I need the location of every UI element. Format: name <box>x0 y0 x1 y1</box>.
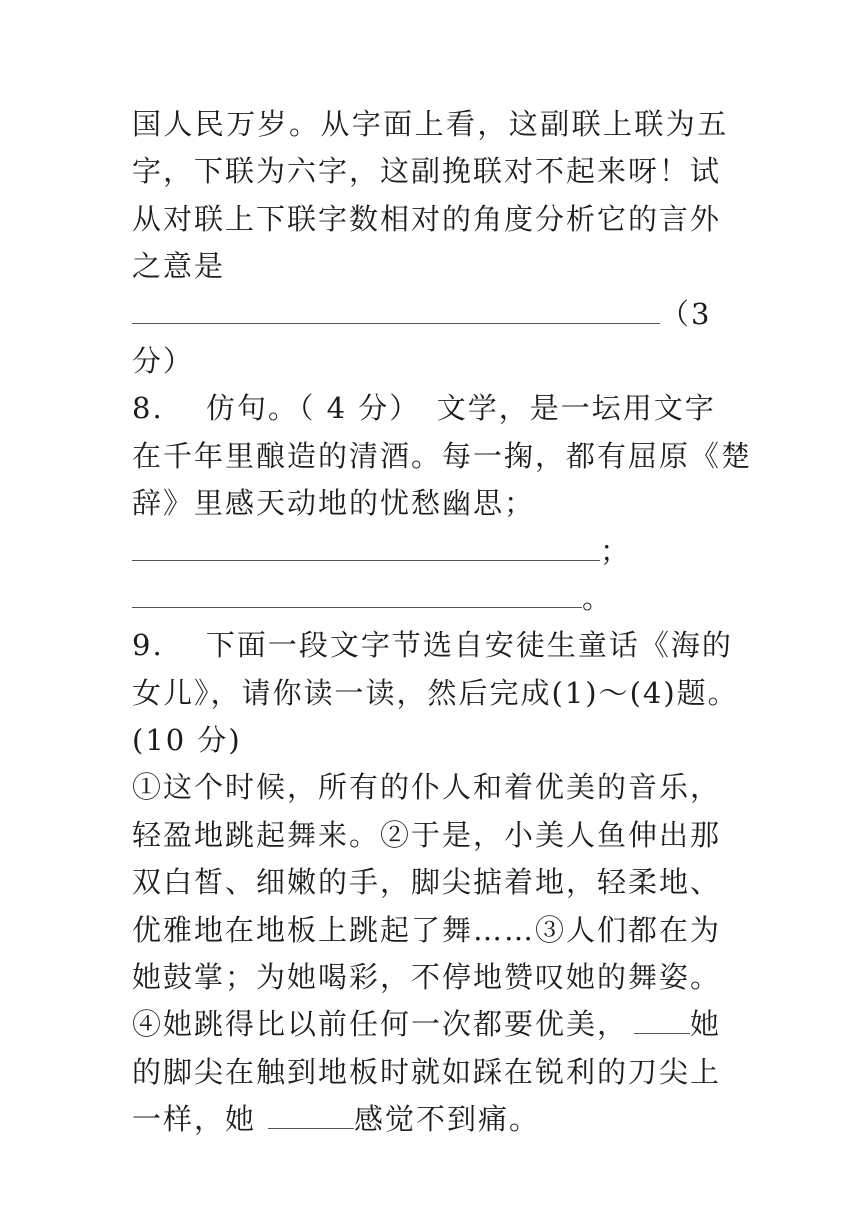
q8-answer-line-1 <box>132 528 732 575</box>
answer-blank[interactable] <box>132 575 582 608</box>
q7-score-end: 分） <box>132 343 195 378</box>
answer-blank[interactable] <box>132 528 600 561</box>
passage-line: 她鼓掌；为她喝彩，不停地赞叹她的舞姿。 <box>132 960 722 995</box>
q8-text: 辞》里感天动地的忧愁幽思； <box>132 486 536 521</box>
passage-line: 双白皙、细嫩的手，脚尖掂着地，轻柔地、 <box>132 865 722 900</box>
passage-line: 优雅地在地板上跳起了舞……③人们都在为 <box>132 912 722 947</box>
passage-text: 一样，她 <box>132 1102 257 1137</box>
q9-text: 女儿》，请你读一读，然后完成(1)～(4)题。 <box>132 675 739 710</box>
separator: 。 <box>582 580 614 615</box>
answer-blank[interactable] <box>132 291 660 324</box>
text-line: 之意是 <box>132 249 226 284</box>
passage-line-with-blank <box>132 1001 732 1048</box>
q8-heading: 8. 仿句。（ 4 分） 文学，是一坛用文字 <box>132 391 716 426</box>
passage-text: 感觉不到痛。 <box>354 1102 541 1137</box>
document-page <box>132 101 753 1144</box>
text-line: 字，下联为六字，这副挽联对不起来呀！试 <box>132 154 722 189</box>
passage-line: 轻盈地跳起舞来。②于是，小美人鱼伸出那 <box>132 817 722 852</box>
text-line: 从对联上下联字数相对的角度分析它的言外 <box>132 201 722 236</box>
fill-blank[interactable] <box>634 1001 690 1034</box>
q7-answer-line <box>132 291 732 338</box>
passage-line-with-blank <box>132 1096 732 1143</box>
passage-text: ④她跳得比以前任何一次都要优美， <box>132 1007 629 1042</box>
fill-blank[interactable] <box>268 1096 354 1129</box>
q9-score: (10 分) <box>132 723 242 758</box>
text-line: 国人民万岁。从字面上看，这副联上联为五 <box>132 107 729 141</box>
passage-line: 的脚尖在触到地板时就如踩在锐利的刀尖上 <box>132 1054 722 1089</box>
q9-heading: 9. 下面一段文字节选自安徒生童话《海的 <box>132 628 733 663</box>
q8-answer-line-2 <box>132 575 732 622</box>
q8-text: 在千年里酿造的清酒。每一掬，都有屈原《楚 <box>132 438 753 473</box>
separator: ； <box>600 533 632 568</box>
q7-score-label: （3 <box>660 296 712 331</box>
passage-line: ①这个时候，所有的仆人和着优美的音乐， <box>132 770 722 805</box>
passage-text: 她 <box>690 1007 722 1042</box>
